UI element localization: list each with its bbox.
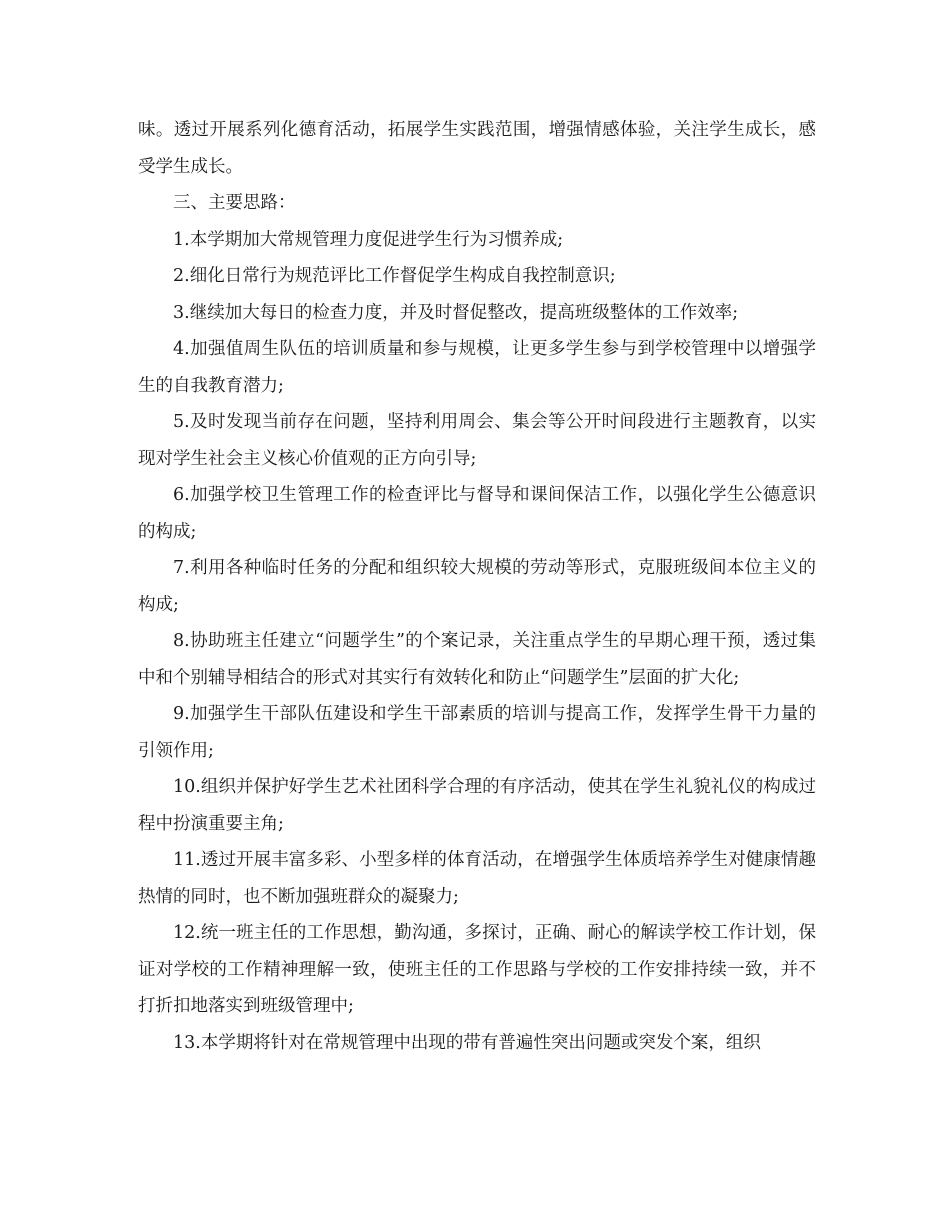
document-paragraph: 3.继续加大每日的检查力度，并及时督促整改，提高班级整体的工作效率; [173, 302, 739, 323]
document-paragraph: 三、主要思路： [173, 193, 296, 213]
document-paragraph: 6.加强学校卫生管理工作的检查评比与督导和课间保洁工作，以强化学生公德意识的构成; [138, 485, 816, 542]
document-paragraph: 10.组织并保护好学生艺术社团科学合理的有序活动，使其在学生礼貌礼仪的构成过程中扮演重要主角; [138, 777, 816, 834]
document-paragraph: 4.加强值周生队伍的培训质量和参与规模，让更多学生参与到学校管理中以增强学生的自我教育潜力; [138, 339, 816, 396]
document-paragraph: 12.统一班主任的工作思想，勤沟通，多探讨，正确、耐心的解读学校工作计划，保证对学校的工作精神理解一致，使班主任的工作思路与学校的工作安排持续一致，并不打折扣地落实到班级管理中; [138, 923, 816, 1016]
document-paragraph: 8.协助班主任建立“问题学生”的个案记录，关注重点学生的早期心理干预，透过集中和个别辅导相结合的形式对其实行有效转化和防止“问题学生”层面的扩大化; [138, 631, 816, 688]
document-paragraph: 13.本学期将针对在常规管理中出现的带有普遍性突出问题或突发个案，组织 [173, 1032, 761, 1053]
document-paragraph: 2.细化日常行为规范评比工作督促学生构成自我控制意识; [173, 266, 616, 286]
document-paragraph: 11.透过开展丰富多彩、小型多样的体育活动，在增强学生体质培养学生对健康情趣热情的同时，也不断加强班群众的凝聚力; [138, 850, 816, 907]
document-paragraph: 9.加强学生干部队伍建设和学生干部素质的培训与提高工作，发挥学生骨干力量的引领作用; [138, 704, 816, 761]
document-paragraph: 5.及时发现当前存在问题，坚持利用周会、集会等公开时间段进行主题教育，以实现对学生社会主义核心价值观的正方向引导; [138, 412, 816, 469]
document-paragraph: 味。透过开展系列化德育活动，拓展学生实践范围，增强情感体验，关注学生成长，感受学生成长。 [138, 120, 816, 177]
document-body [138, 112, 816, 1061]
document-paragraph: 7.利用各种临时任务的分配和组织较大规模的劳动等形式，克服班级间本位主义的构成; [138, 558, 816, 615]
document-paragraph: 1.本学期加大常规管理力度促进学生行为习惯养成; [173, 229, 564, 250]
